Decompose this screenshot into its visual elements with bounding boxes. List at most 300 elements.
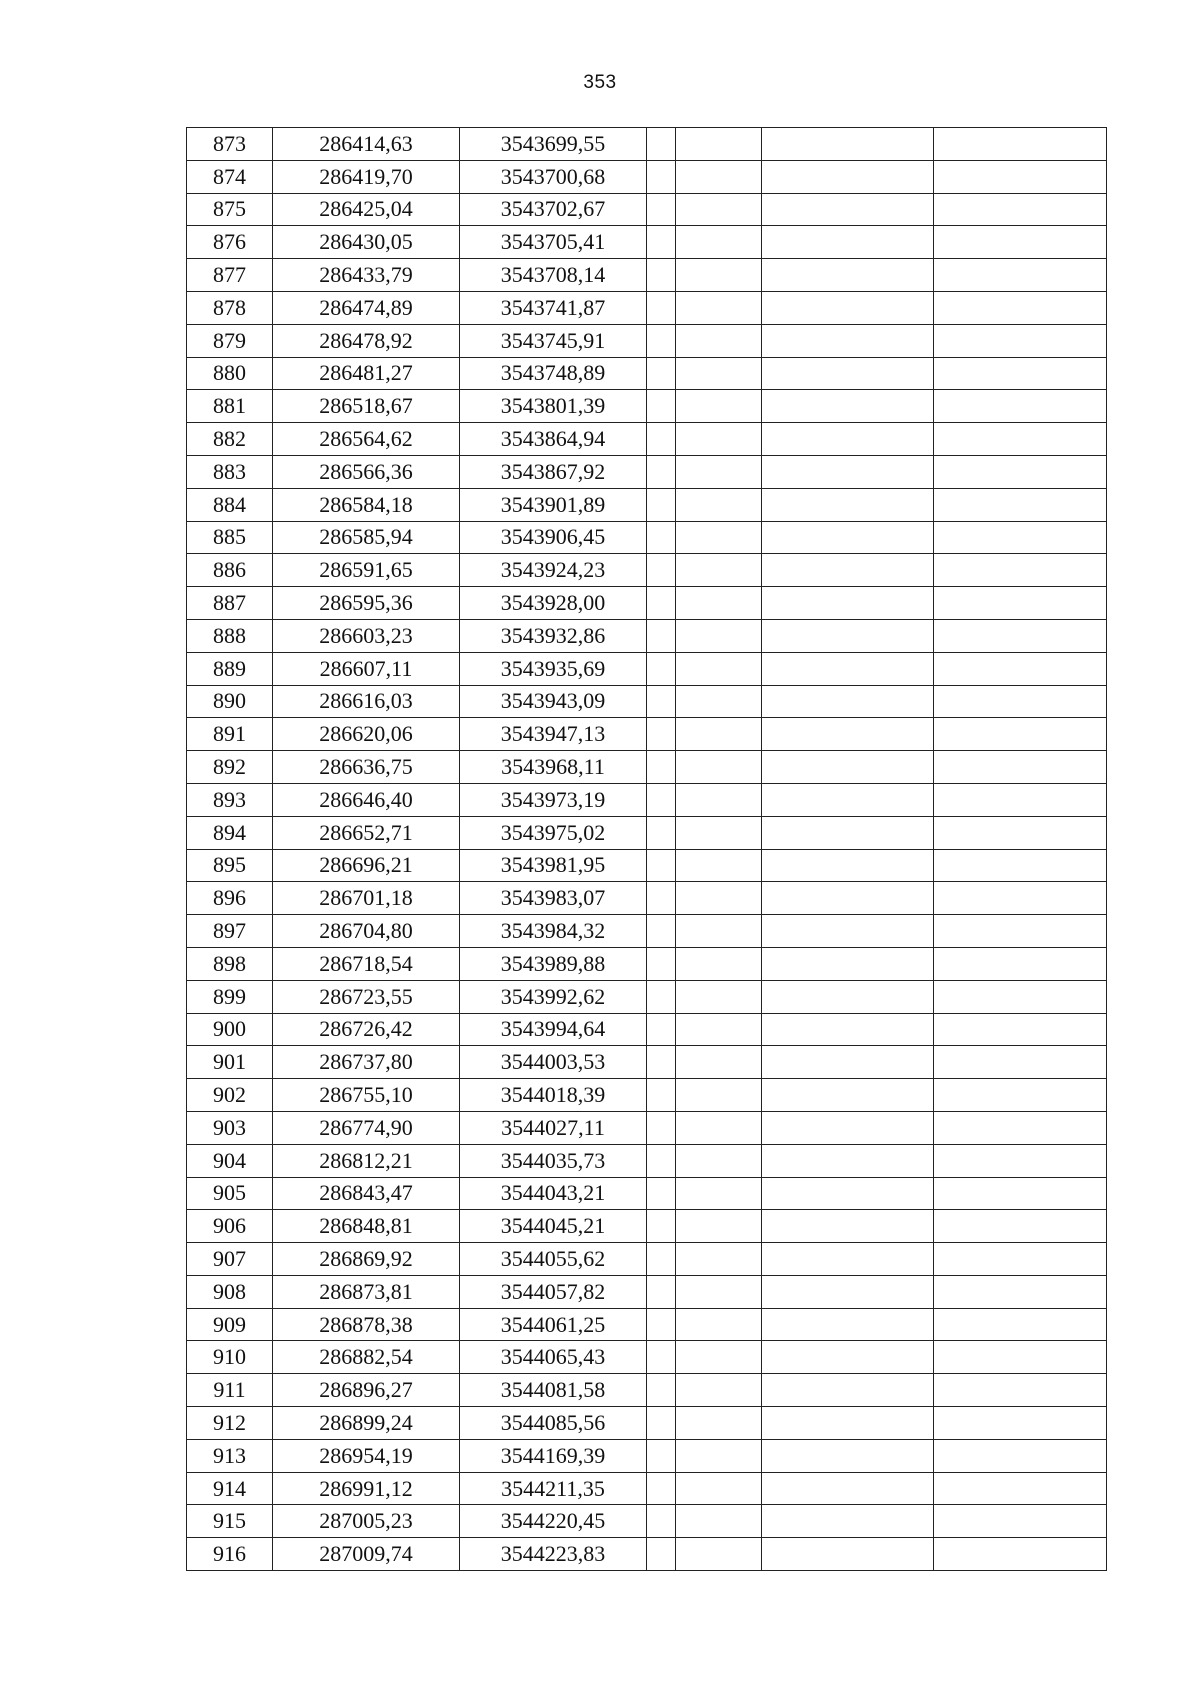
x-coordinate-cell: 286652,71 [273, 816, 460, 849]
empty-cell [647, 521, 676, 554]
empty-cell [676, 1046, 762, 1079]
point-number-cell: 875 [187, 193, 273, 226]
empty-cell [676, 980, 762, 1013]
empty-cell [762, 915, 934, 948]
x-coordinate-cell: 286636,75 [273, 751, 460, 784]
empty-cell [934, 488, 1107, 521]
table-row [187, 259, 1107, 292]
empty-cell [647, 816, 676, 849]
empty-cell [934, 1243, 1107, 1276]
table-row [187, 423, 1107, 456]
empty-cell [762, 226, 934, 259]
empty-cell [676, 1013, 762, 1046]
point-number-cell: 896 [187, 882, 273, 915]
empty-cell [762, 1144, 934, 1177]
empty-cell [762, 1046, 934, 1079]
empty-cell [934, 947, 1107, 980]
y-coordinate-cell: 3543932,86 [460, 619, 647, 652]
table-row [187, 849, 1107, 882]
point-number-cell: 904 [187, 1144, 273, 1177]
empty-cell [934, 587, 1107, 620]
empty-cell [647, 1275, 676, 1308]
empty-cell [676, 226, 762, 259]
table-row [187, 1439, 1107, 1472]
x-coordinate-cell: 286430,05 [273, 226, 460, 259]
empty-cell [934, 1472, 1107, 1505]
point-number-cell: 914 [187, 1472, 273, 1505]
empty-cell [676, 1111, 762, 1144]
point-number-cell: 911 [187, 1374, 273, 1407]
point-number-cell: 905 [187, 1177, 273, 1210]
point-number-cell: 885 [187, 521, 273, 554]
empty-cell [676, 1210, 762, 1243]
point-number-cell: 895 [187, 849, 273, 882]
empty-cell [647, 652, 676, 685]
point-number-cell: 913 [187, 1439, 273, 1472]
x-coordinate-cell: 286723,55 [273, 980, 460, 1013]
empty-cell [762, 619, 934, 652]
empty-cell [676, 1144, 762, 1177]
empty-cell [762, 1439, 934, 1472]
y-coordinate-cell: 3544081,58 [460, 1374, 647, 1407]
x-coordinate-cell: 286896,27 [273, 1374, 460, 1407]
y-coordinate-cell: 3544057,82 [460, 1275, 647, 1308]
empty-cell [647, 291, 676, 324]
x-coordinate-cell: 286843,47 [273, 1177, 460, 1210]
empty-cell [647, 455, 676, 488]
table-row [187, 1275, 1107, 1308]
empty-cell [676, 357, 762, 390]
empty-cell [762, 816, 934, 849]
empty-cell [676, 1538, 762, 1571]
empty-cell [762, 587, 934, 620]
empty-cell [647, 1407, 676, 1440]
y-coordinate-cell: 3543906,45 [460, 521, 647, 554]
empty-cell [934, 1538, 1107, 1571]
empty-cell [647, 1079, 676, 1112]
empty-cell [934, 160, 1107, 193]
empty-cell [762, 947, 934, 980]
empty-cell [934, 1144, 1107, 1177]
empty-cell [647, 324, 676, 357]
empty-cell [676, 455, 762, 488]
point-number-cell: 878 [187, 291, 273, 324]
empty-cell [934, 291, 1107, 324]
empty-cell [762, 652, 934, 685]
point-number-cell: 909 [187, 1308, 273, 1341]
table-row [187, 882, 1107, 915]
empty-cell [934, 619, 1107, 652]
empty-cell [676, 128, 762, 161]
empty-cell [934, 1439, 1107, 1472]
empty-cell [676, 915, 762, 948]
y-coordinate-cell: 3543992,62 [460, 980, 647, 1013]
empty-cell [647, 226, 676, 259]
point-number-cell: 906 [187, 1210, 273, 1243]
empty-cell [934, 1013, 1107, 1046]
table-row [187, 160, 1107, 193]
x-coordinate-cell: 286873,81 [273, 1275, 460, 1308]
empty-cell [934, 980, 1107, 1013]
y-coordinate-cell: 3543741,87 [460, 291, 647, 324]
x-coordinate-cell: 286848,81 [273, 1210, 460, 1243]
point-number-cell: 877 [187, 259, 273, 292]
empty-cell [676, 1275, 762, 1308]
x-coordinate-cell: 286414,63 [273, 128, 460, 161]
x-coordinate-cell: 286774,90 [273, 1111, 460, 1144]
empty-cell [676, 193, 762, 226]
y-coordinate-cell: 3544085,56 [460, 1407, 647, 1440]
point-number-cell: 901 [187, 1046, 273, 1079]
x-coordinate-cell: 286518,67 [273, 390, 460, 423]
y-coordinate-cell: 3543705,41 [460, 226, 647, 259]
empty-cell [934, 1374, 1107, 1407]
empty-cell [934, 226, 1107, 259]
table-row [187, 291, 1107, 324]
empty-cell [676, 259, 762, 292]
empty-cell [934, 1111, 1107, 1144]
empty-cell [934, 1210, 1107, 1243]
empty-cell [762, 1407, 934, 1440]
x-coordinate-cell: 286882,54 [273, 1341, 460, 1374]
y-coordinate-cell: 3543968,11 [460, 751, 647, 784]
empty-cell [934, 816, 1107, 849]
x-coordinate-cell: 286878,38 [273, 1308, 460, 1341]
empty-cell [647, 587, 676, 620]
y-coordinate-cell: 3544065,43 [460, 1341, 647, 1374]
x-coordinate-cell: 286585,94 [273, 521, 460, 554]
empty-cell [647, 685, 676, 718]
table-row [187, 1046, 1107, 1079]
y-coordinate-cell: 3544169,39 [460, 1439, 647, 1472]
empty-cell [934, 1046, 1107, 1079]
x-coordinate-cell: 286478,92 [273, 324, 460, 357]
empty-cell [647, 1144, 676, 1177]
empty-cell [647, 849, 676, 882]
x-coordinate-cell: 286595,36 [273, 587, 460, 620]
empty-cell [762, 1472, 934, 1505]
empty-cell [676, 160, 762, 193]
empty-cell [647, 1341, 676, 1374]
empty-cell [762, 1505, 934, 1538]
empty-cell [762, 882, 934, 915]
empty-cell [762, 849, 934, 882]
y-coordinate-cell: 3543745,91 [460, 324, 647, 357]
empty-cell [676, 1439, 762, 1472]
point-number-cell: 900 [187, 1013, 273, 1046]
point-number-cell: 897 [187, 915, 273, 948]
x-coordinate-cell: 286755,10 [273, 1079, 460, 1112]
empty-cell [934, 193, 1107, 226]
y-coordinate-cell: 3544003,53 [460, 1046, 647, 1079]
table-row [187, 947, 1107, 980]
empty-cell [934, 882, 1107, 915]
point-number-cell: 882 [187, 423, 273, 456]
empty-cell [676, 1472, 762, 1505]
x-coordinate-cell: 286812,21 [273, 1144, 460, 1177]
y-coordinate-cell: 3544223,83 [460, 1538, 647, 1571]
point-number-cell: 887 [187, 587, 273, 620]
x-coordinate-cell: 286607,11 [273, 652, 460, 685]
x-coordinate-cell: 286991,12 [273, 1472, 460, 1505]
point-number-cell: 915 [187, 1505, 273, 1538]
table-row [187, 1538, 1107, 1571]
empty-cell [676, 751, 762, 784]
empty-cell [762, 1374, 934, 1407]
empty-cell [762, 423, 934, 456]
y-coordinate-cell: 3543947,13 [460, 718, 647, 751]
y-coordinate-cell: 3543864,94 [460, 423, 647, 456]
empty-cell [647, 128, 676, 161]
table-row [187, 226, 1107, 259]
empty-cell [934, 685, 1107, 718]
point-number-cell: 893 [187, 783, 273, 816]
point-number-cell: 888 [187, 619, 273, 652]
x-coordinate-cell: 286899,24 [273, 1407, 460, 1440]
y-coordinate-cell: 3543748,89 [460, 357, 647, 390]
x-coordinate-cell: 286704,80 [273, 915, 460, 948]
y-coordinate-cell: 3543984,32 [460, 915, 647, 948]
y-coordinate-cell: 3543943,09 [460, 685, 647, 718]
empty-cell [934, 783, 1107, 816]
y-coordinate-cell: 3544035,73 [460, 1144, 647, 1177]
empty-cell [762, 455, 934, 488]
y-coordinate-cell: 3544220,45 [460, 1505, 647, 1538]
y-coordinate-cell: 3543901,89 [460, 488, 647, 521]
empty-cell [934, 521, 1107, 554]
empty-cell [676, 882, 762, 915]
x-coordinate-cell: 286603,23 [273, 619, 460, 652]
x-coordinate-cell: 287005,23 [273, 1505, 460, 1538]
empty-cell [676, 619, 762, 652]
empty-cell [647, 423, 676, 456]
table-row [187, 619, 1107, 652]
x-coordinate-cell: 287009,74 [273, 1538, 460, 1571]
empty-cell [934, 1079, 1107, 1112]
empty-cell [762, 1111, 934, 1144]
empty-cell [647, 1308, 676, 1341]
empty-cell [934, 390, 1107, 423]
empty-cell [762, 193, 934, 226]
empty-cell [934, 1341, 1107, 1374]
point-number-cell: 873 [187, 128, 273, 161]
table-row [187, 587, 1107, 620]
empty-cell [647, 980, 676, 1013]
x-coordinate-cell: 286425,04 [273, 193, 460, 226]
table-row [187, 1308, 1107, 1341]
empty-cell [676, 423, 762, 456]
empty-cell [647, 488, 676, 521]
y-coordinate-cell: 3544211,35 [460, 1472, 647, 1505]
empty-cell [647, 1243, 676, 1276]
empty-cell [647, 1505, 676, 1538]
table-row [187, 521, 1107, 554]
empty-cell [934, 1308, 1107, 1341]
table-row [187, 652, 1107, 685]
empty-cell [934, 1275, 1107, 1308]
table-row [187, 128, 1107, 161]
point-number-cell: 902 [187, 1079, 273, 1112]
empty-cell [676, 685, 762, 718]
point-number-cell: 903 [187, 1111, 273, 1144]
point-number-cell: 910 [187, 1341, 273, 1374]
x-coordinate-cell: 286701,18 [273, 882, 460, 915]
empty-cell [762, 357, 934, 390]
empty-cell [647, 390, 676, 423]
coordinates-table [186, 127, 1107, 1571]
x-coordinate-cell: 286646,40 [273, 783, 460, 816]
x-coordinate-cell: 286481,27 [273, 357, 460, 390]
x-coordinate-cell: 286433,79 [273, 259, 460, 292]
empty-cell [676, 1079, 762, 1112]
empty-cell [934, 849, 1107, 882]
table-row [187, 554, 1107, 587]
y-coordinate-cell: 3543981,95 [460, 849, 647, 882]
empty-cell [647, 1111, 676, 1144]
empty-cell [676, 783, 762, 816]
empty-cell [647, 1439, 676, 1472]
point-number-cell: 889 [187, 652, 273, 685]
table-row [187, 1177, 1107, 1210]
x-coordinate-cell: 286718,54 [273, 947, 460, 980]
point-number-cell: 899 [187, 980, 273, 1013]
y-coordinate-cell: 3543801,39 [460, 390, 647, 423]
empty-cell [934, 259, 1107, 292]
point-number-cell: 916 [187, 1538, 273, 1571]
table-row [187, 1210, 1107, 1243]
table-row [187, 1013, 1107, 1046]
point-number-cell: 879 [187, 324, 273, 357]
empty-cell [647, 160, 676, 193]
table-row [187, 324, 1107, 357]
empty-cell [676, 1177, 762, 1210]
y-coordinate-cell: 3543928,00 [460, 587, 647, 620]
empty-cell [647, 751, 676, 784]
table-row [187, 488, 1107, 521]
empty-cell [676, 1308, 762, 1341]
empty-cell [934, 357, 1107, 390]
empty-cell [762, 488, 934, 521]
empty-cell [676, 1243, 762, 1276]
empty-cell [934, 915, 1107, 948]
empty-cell [676, 390, 762, 423]
empty-cell [647, 783, 676, 816]
empty-cell [762, 554, 934, 587]
table-row [187, 1111, 1107, 1144]
table-row [187, 1407, 1107, 1440]
empty-cell [647, 1046, 676, 1079]
x-coordinate-cell: 286954,19 [273, 1439, 460, 1472]
x-coordinate-cell: 286737,80 [273, 1046, 460, 1079]
y-coordinate-cell: 3543975,02 [460, 816, 647, 849]
empty-cell [934, 751, 1107, 784]
x-coordinate-cell: 286869,92 [273, 1243, 460, 1276]
point-number-cell: 912 [187, 1407, 273, 1440]
empty-cell [934, 1407, 1107, 1440]
empty-cell [762, 718, 934, 751]
table-row [187, 390, 1107, 423]
empty-cell [647, 882, 676, 915]
empty-cell [762, 685, 934, 718]
empty-cell [762, 259, 934, 292]
empty-cell [762, 1341, 934, 1374]
empty-cell [676, 1505, 762, 1538]
empty-cell [762, 1275, 934, 1308]
y-coordinate-cell: 3543989,88 [460, 947, 647, 980]
empty-cell [676, 1341, 762, 1374]
empty-cell [647, 1177, 676, 1210]
y-coordinate-cell: 3544061,25 [460, 1308, 647, 1341]
empty-cell [676, 291, 762, 324]
empty-cell [676, 324, 762, 357]
y-coordinate-cell: 3544055,62 [460, 1243, 647, 1276]
table-row [187, 1374, 1107, 1407]
table-row [187, 1243, 1107, 1276]
table-row [187, 1505, 1107, 1538]
y-coordinate-cell: 3544027,11 [460, 1111, 647, 1144]
empty-cell [647, 915, 676, 948]
y-coordinate-cell: 3543983,07 [460, 882, 647, 915]
table-row [187, 816, 1107, 849]
x-coordinate-cell: 286620,06 [273, 718, 460, 751]
empty-cell [762, 1538, 934, 1571]
empty-cell [762, 521, 934, 554]
table-row [187, 783, 1107, 816]
y-coordinate-cell: 3543867,92 [460, 455, 647, 488]
point-number-cell: 886 [187, 554, 273, 587]
empty-cell [647, 947, 676, 980]
empty-cell [934, 455, 1107, 488]
x-coordinate-cell: 286726,42 [273, 1013, 460, 1046]
point-number-cell: 890 [187, 685, 273, 718]
empty-cell [676, 1374, 762, 1407]
table-row [187, 193, 1107, 226]
y-coordinate-cell: 3543935,69 [460, 652, 647, 685]
point-number-cell: 898 [187, 947, 273, 980]
empty-cell [762, 390, 934, 423]
empty-cell [676, 587, 762, 620]
empty-cell [676, 816, 762, 849]
x-coordinate-cell: 286591,65 [273, 554, 460, 587]
page-number: 353 [583, 72, 617, 93]
table-row [187, 915, 1107, 948]
empty-cell [762, 980, 934, 1013]
empty-cell [762, 1177, 934, 1210]
empty-cell [762, 783, 934, 816]
table-row [187, 455, 1107, 488]
empty-cell [647, 1210, 676, 1243]
empty-cell [934, 652, 1107, 685]
y-coordinate-cell: 3543994,64 [460, 1013, 647, 1046]
point-number-cell: 876 [187, 226, 273, 259]
empty-cell [762, 1308, 934, 1341]
empty-cell [676, 1407, 762, 1440]
empty-cell [934, 128, 1107, 161]
table-row [187, 1472, 1107, 1505]
table-row [187, 751, 1107, 784]
empty-cell [647, 193, 676, 226]
empty-cell [676, 947, 762, 980]
empty-cell [647, 1538, 676, 1571]
y-coordinate-cell: 3544045,21 [460, 1210, 647, 1243]
table-row [187, 1079, 1107, 1112]
table-row [187, 685, 1107, 718]
empty-cell [676, 652, 762, 685]
empty-cell [647, 357, 676, 390]
empty-cell [762, 1210, 934, 1243]
empty-cell [762, 324, 934, 357]
point-number-cell: 880 [187, 357, 273, 390]
